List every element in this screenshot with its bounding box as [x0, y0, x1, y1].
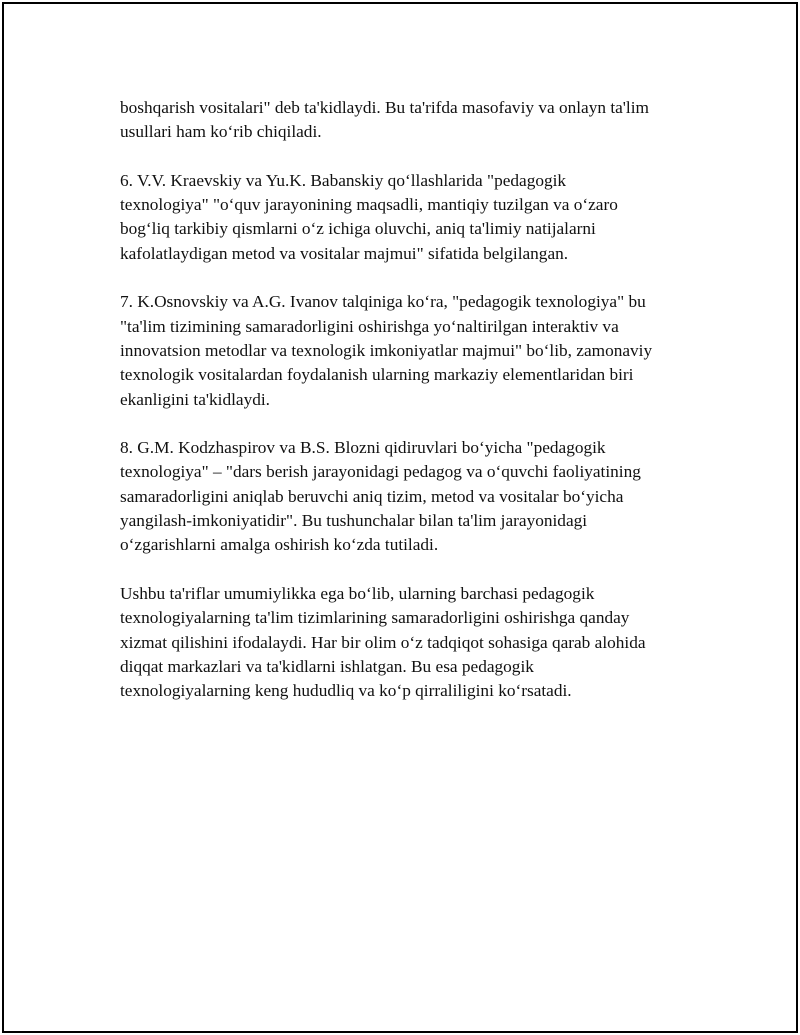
- page-frame: [2, 2, 798, 1033]
- page-content: [120, 96, 710, 728]
- paragraph-definition-7: 7. K.Osnovskiy va A.G. Ivanov talqiniga ko‘ra, "pedagogik texnologiya" bu "ta'lim tizimining samaradorligini oshirishga yo‘naltirilgan interaktiv va innovatsion metodlar va texnologik imkoniyatlar majmui" bo‘lib, zamonaviy texnologik vositalardan foydalanish ularning markaziy elementlaridan biri ekanligini ta'kidlaydi.: [120, 292, 653, 409]
- paragraph-summary: Ushbu ta'riflar umumiylikka ega bo‘lib, ularning barchasi pedagogik texnologiyalarning ta'lim tizimlarining samaradorligini oshirishga qanday xizmat qilishini ifodalaydi. Har bir olim o‘z tadqiqot sohasiga qarab alohida diqqat markazlari va ta'kidlarni ishlatgan. Bu esa pedagogik texnologiyalarning keng hududliq va ko‘p qirraliligini ko‘rsatadi.: [120, 583, 646, 701]
- paragraph-continuation: boshqarish vositalari" deb ta'kidlaydi. Bu ta'rifda masofaviy va onlayn ta'lim usullari ham ko‘rib chiqiladi.: [120, 98, 649, 142]
- paragraph-definition-6: 6. V.V. Kraevskiy va Yu.K. Babanskiy qo‘llashlarida "pedagogik texnologiya" "o‘quv jarayonining maqsadli, mantiqiy tuzilgan va o‘zaro bog‘liq tarkibiy qismlarni o‘z ichiga oluvchi, aniq ta'limiy natijalarni kafolatlaydigan metod va vositalar majmui" sifatida belgilangan.: [120, 170, 618, 263]
- paragraph-definition-8: 8. G.M. Kodzhaspirov va B.S. Blozni qidiruvlari bo‘yicha "pedagogik texnologiya" – "dars berish jarayonidagi pedagog va o‘quvchi faoliyatining samaradorligini aniqlab beruvchi aniq tizim, metod va vositalar bo‘yicha yangilash-imkoniyatidir". Bu tushunchalar bilan ta'lim jarayonidagi o‘zgarishlarni amalga oshirish ko‘zda tutiladi.: [120, 438, 641, 555]
